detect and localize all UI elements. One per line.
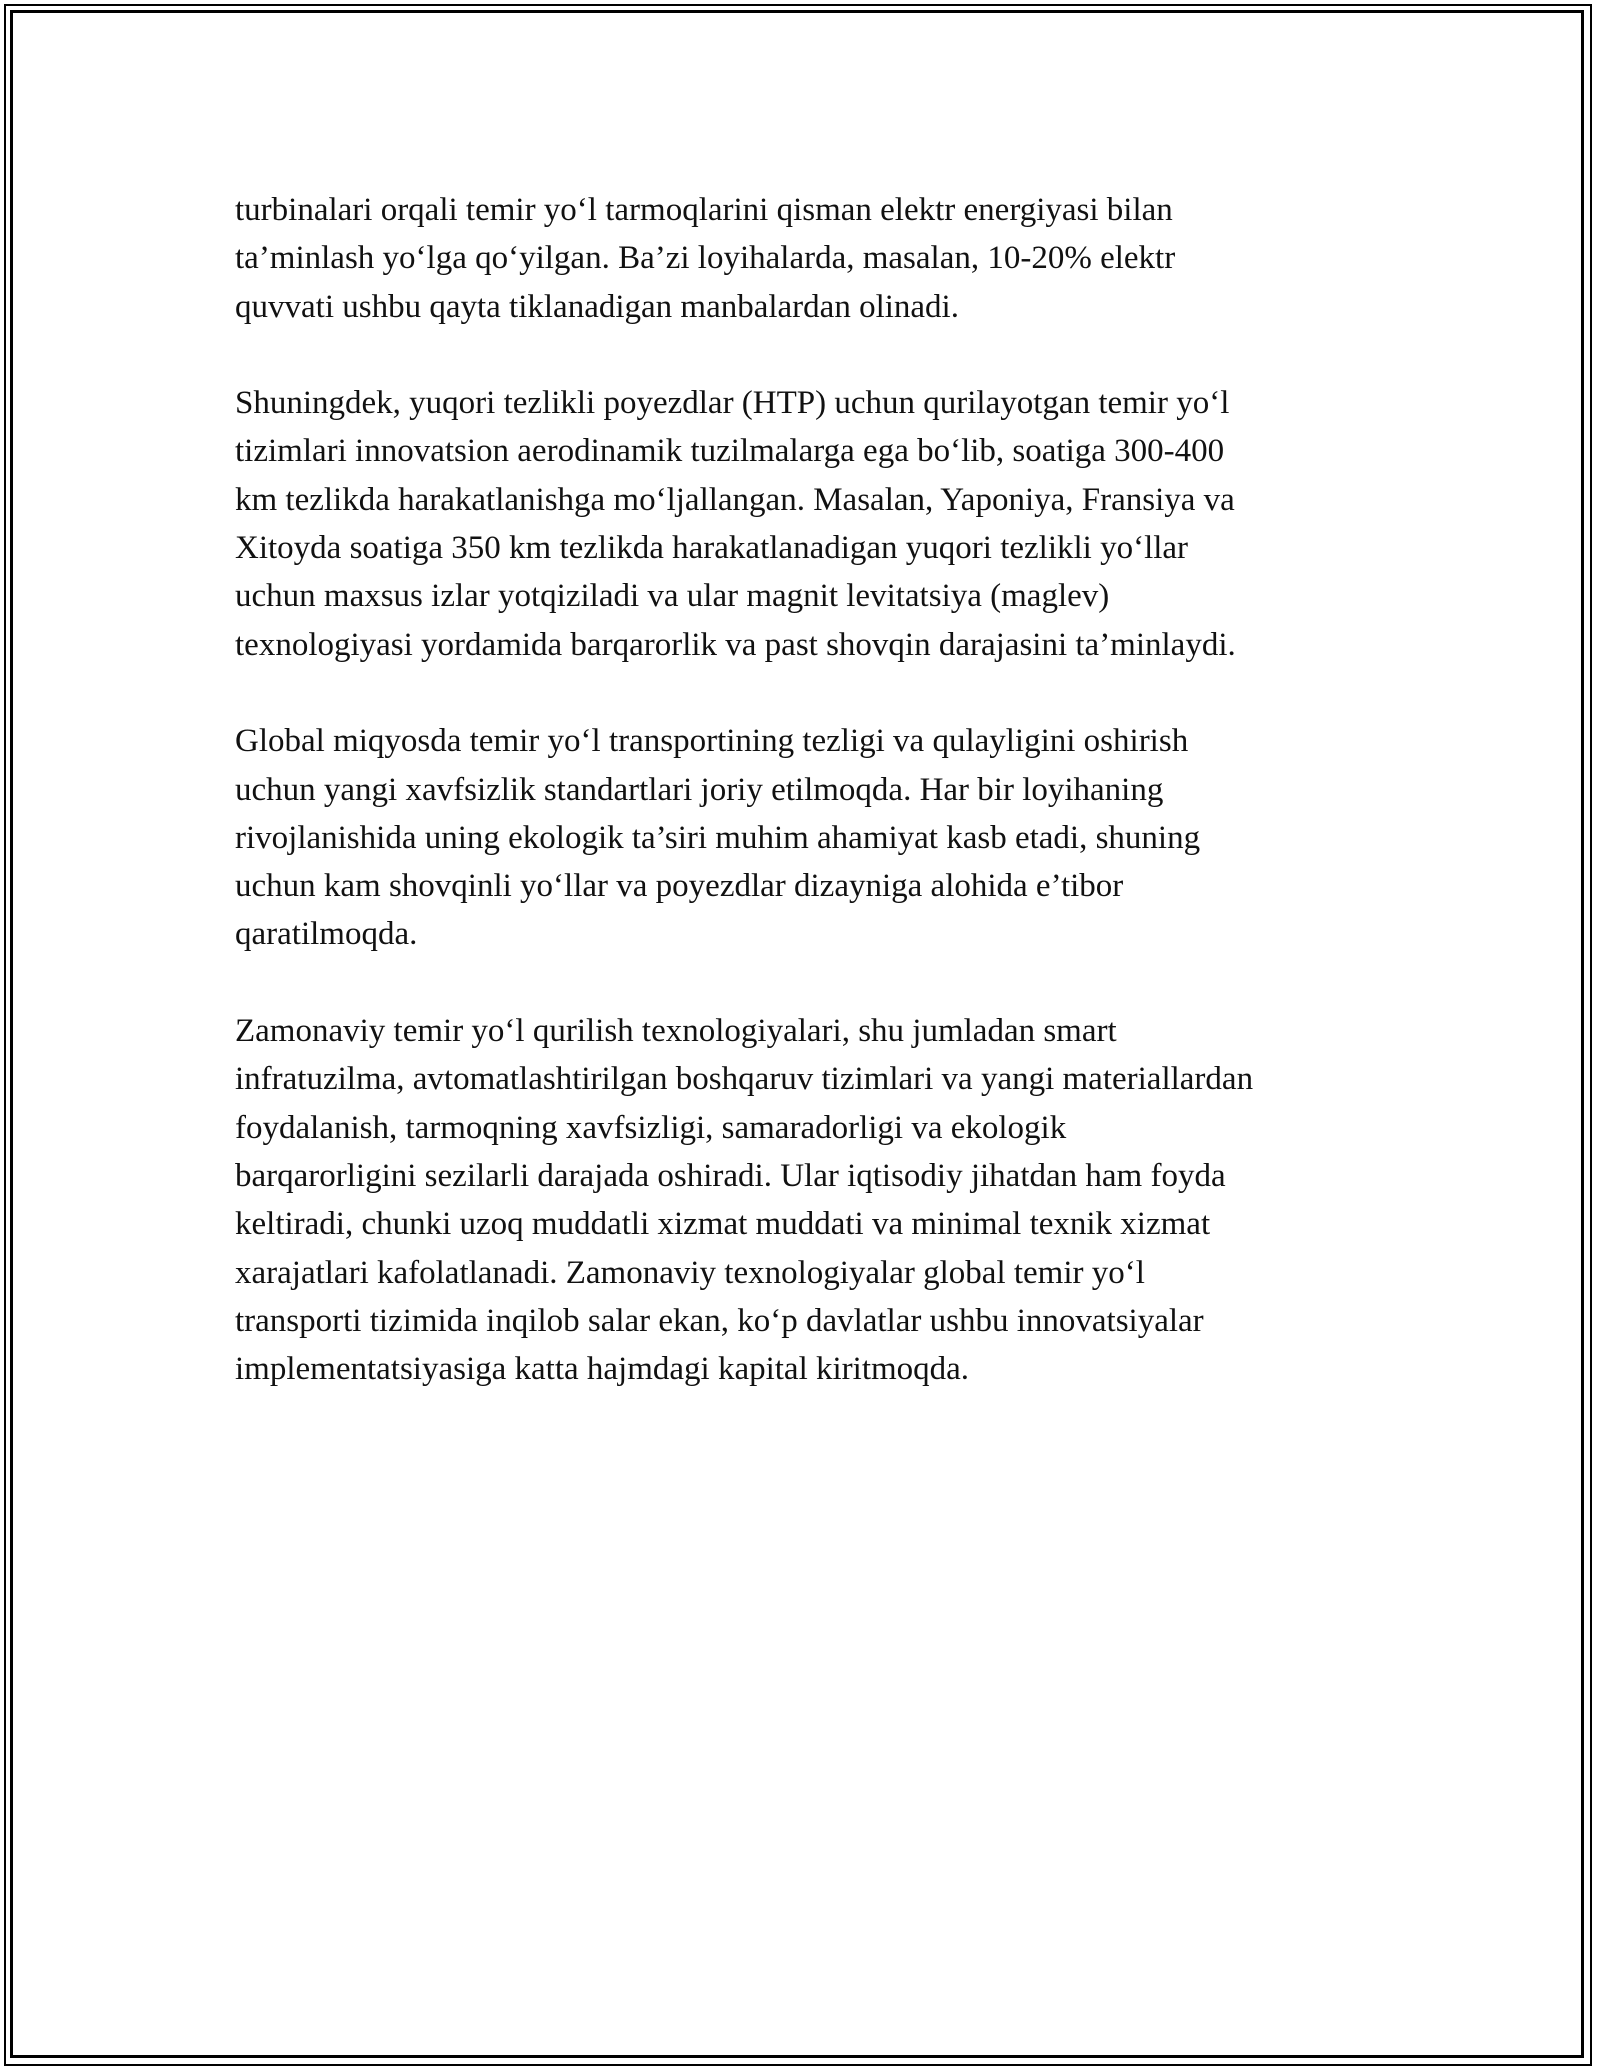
paragraph-1: turbinalari orqali temir yo‘l tarmoqlarini qisman elektr energiyasi bilan ta’minlash yo‘lga qo‘yilgan. Ba’zi loyihalarda, masalan, 10-20% elektr quvvati ushbu qayta tiklanadigan manbalardan olinadi. <box>235 192 1176 325</box>
paragraph-4: Zamonaviy temir yo‘l qurilish texnologiyalari, shu jumladan smart infratuzilma, avtomatlashtirilgan boshqaruv tizimlari va yangi materiallardan foydalanish, tarmoqning xavfsizligi, samaradorligi va ekologik barqarorligini sezilarli darajada oshiradi. Ular iqtisodiy jihatdan ham foyda keltiradi, chunki uzoq muddatli xizmat muddati va minimal texnik xizmat xarajatlari kafolatlanadi. Zamonaviy texnologiyalar global temir yo‘l transporti tizimida inqilob salar ekan, ko‘p davlatlar ushbu innovatsiyalar implementatsiyasiga katta hajmdagi kapital kiritmoqda. <box>235 1013 1254 1388</box>
paragraph-3: Global miqyosda temir yo‘l transportining tezligi va qulayligini oshirish uchun yangi xavfsizlik standartlari joriy etilmoqda. Har bir loyihaning rivojlanishida uning ekologik ta’siri muhim ahamiyat kasb etadi, shuning uchun kam shovqinli yo‘llar va poyezdlar dizayniga alohida e’tibor qaratilmoqda. <box>235 723 1201 953</box>
document-body <box>235 186 1385 1442</box>
paragraph-2: Shuningdek, yuqori tezlikli poyezdlar (HTP) uchun qurilayotgan temir yo‘l tizimlari innovatsion aerodinamik tuzilmalarga ega bo‘lib, soatiga 300-400 km tezlikda harakatlanishga mo‘ljallangan. Masalan, Yaponiya, Fransiya va Xitoyda soatiga 350 km tezlikda harakatlanadigan yuqori tezlikli yo‘llar uchun maxsus izlar yotqiziladi va ular magnit levitatsiya (maglev) texnologiyasi yordamida barqarorlik va past shovqin darajasini ta’minlaydi. <box>235 385 1236 663</box>
